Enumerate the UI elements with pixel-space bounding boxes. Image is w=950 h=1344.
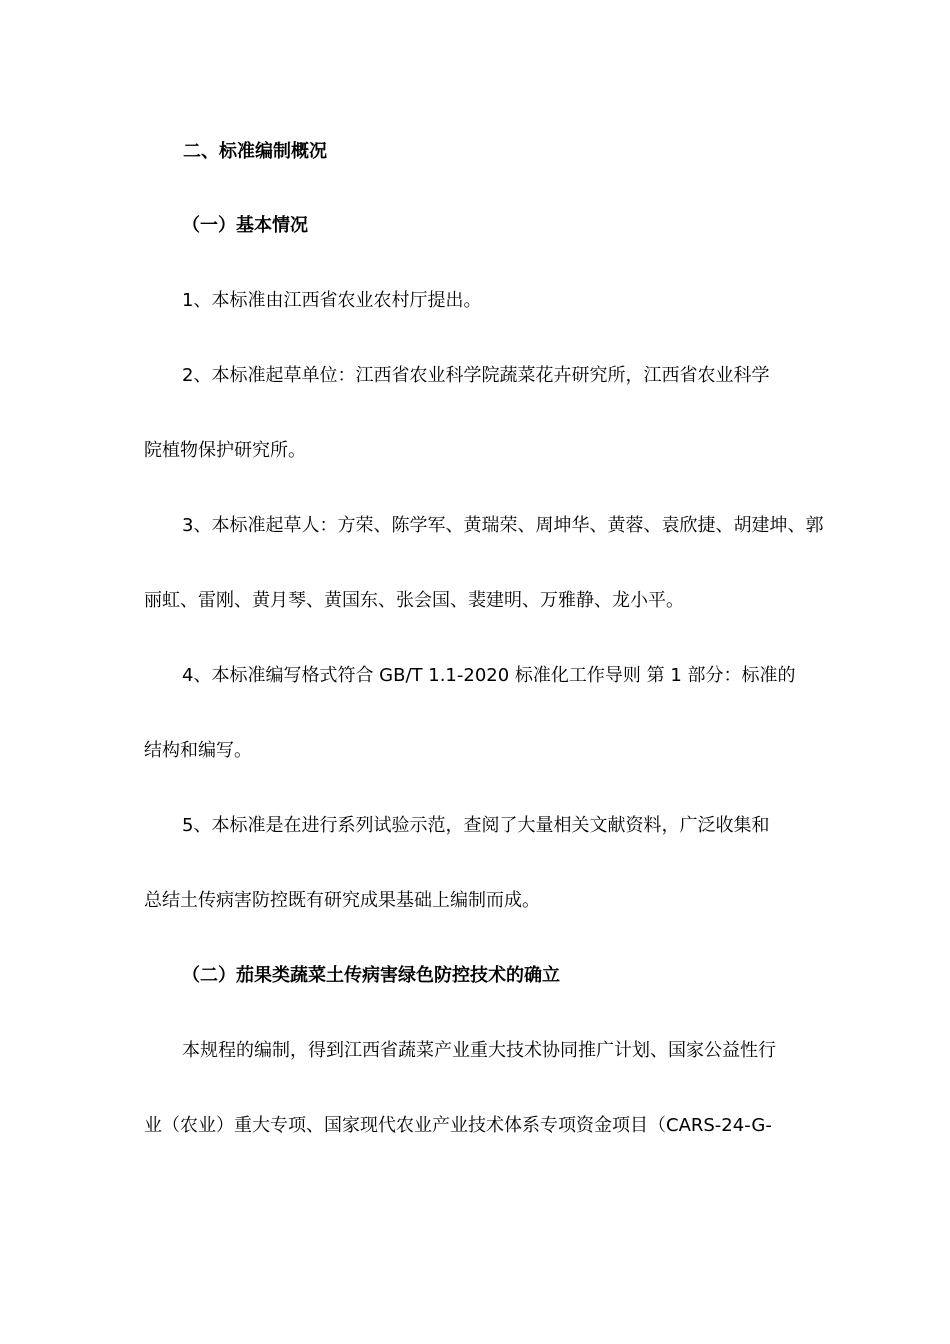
item-5-line-1: 5、本标准是在进行系列试验示范，查阅了大量相关文献资料，广泛收集和 [182,815,770,836]
paragraph-line-2: 业（农业）重大专项、国家现代农业产业技术体系专项资金项目（CARS-24-G- [144,1115,772,1136]
item-2-line-2: 院植物保护研究所。 [144,440,306,461]
paragraph-line-1: 本规程的编制，得到江西省蔬菜产业重大技术协同推广计划、国家公益性行 [182,1040,776,1061]
item-5-line-2: 总结土传病害防控既有研究成果基础上编制而成。 [144,890,540,911]
subsection-heading-tech: （二）茄果类蔬菜土传病害绿色防控技术的确立 [182,965,560,986]
subsection-heading-basic: （一）基本情况 [182,215,308,236]
item-4-line-2: 结构和编写。 [144,740,252,761]
item-2-line-1: 2、本标准起草单位：江西省农业科学院蔬菜花卉研究所，江西省农业科学 [182,365,770,386]
item-4-line-1: 4、本标准编写格式符合 GB/T 1.1-2020 标准化工作导则 第 1 部分：标准的 [182,665,796,686]
section-heading: 二、标准编制概况 [183,141,327,162]
item-3-line-2: 丽虹、雷刚、黄月琴、黄国东、张会国、裴建明、万雅静、龙小平。 [144,590,684,611]
item-3-line-1: 3、本标准起草人：方荣、陈学军、黄瑞荣、周坤华、黄蓉、袁欣捷、胡建坤、郭 [182,515,824,536]
item-1: 1、本标准由江西省农业农村厅提出。 [182,290,482,311]
